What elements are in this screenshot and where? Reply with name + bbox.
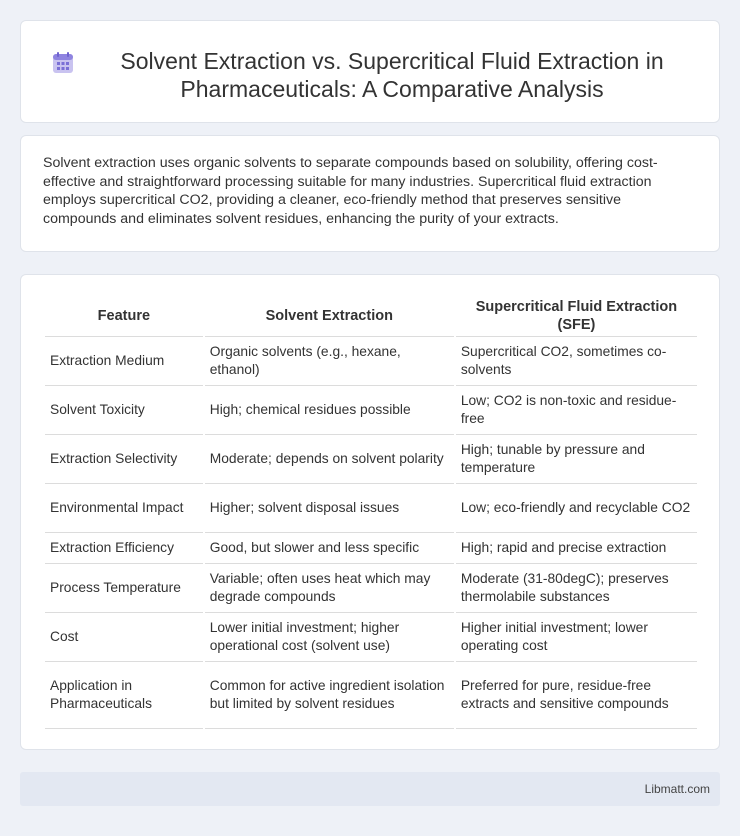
row-sfe: Low; CO2 is non-toxic and residue-free <box>456 386 697 435</box>
row-solvent: Moderate; depends on solvent polarity <box>205 435 454 484</box>
row-feature: Process Temperature <box>45 564 203 613</box>
row-feature: Extraction Selectivity <box>45 435 203 484</box>
row-feature: Environmental Impact <box>45 484 203 533</box>
table-row <box>45 435 697 484</box>
row-solvent: Good, but slower and less specific <box>205 533 454 564</box>
table-row <box>45 662 697 729</box>
row-solvent: Higher; solvent disposal issues <box>205 484 454 533</box>
comparison-card <box>20 274 720 750</box>
row-sfe: High; tunable by pressure and temperature <box>456 435 697 484</box>
row-feature: Cost <box>45 613 203 662</box>
row-solvent: Variable; often uses heat which may degrade compounds <box>205 564 454 613</box>
header-sfe: Supercritical Fluid Extraction (SFE) <box>456 295 697 337</box>
table-header-row <box>45 295 697 337</box>
row-solvent: Lower initial investment; higher operational cost (solvent use) <box>205 613 454 662</box>
row-solvent: Organic solvents (e.g., hexane, ethanol) <box>205 337 454 386</box>
table-row <box>45 337 697 386</box>
row-sfe: High; rapid and precise extraction <box>456 533 697 564</box>
row-feature: Application in Pharmaceuticals <box>45 662 203 729</box>
row-feature: Extraction Medium <box>45 337 203 386</box>
header-solvent-extraction: Solvent Extraction <box>205 295 454 337</box>
table-row <box>45 613 697 662</box>
intro-card <box>20 135 720 252</box>
row-sfe: Preferred for pure, residue-free extracts and sensitive compounds <box>456 662 697 729</box>
page-title: Solvent Extraction vs. Supercritical Fluid Extraction in Pharmaceuticals: A Comparative Analysis <box>120 48 664 102</box>
table-row <box>45 533 697 564</box>
comparison-table <box>43 295 699 729</box>
row-solvent: High; chemical residues possible <box>205 386 454 435</box>
calendar-icon <box>51 51 75 75</box>
header-feature: Feature <box>45 295 203 337</box>
table-row <box>45 564 697 613</box>
footer <box>20 772 720 806</box>
footer-brand: Libmatt.com <box>644 782 710 796</box>
intro-paragraph: Solvent extraction uses organic solvents to separate compounds based on solubility, offering cost-effective and straightforward processing suitable for many industries. Supercritical fluid extraction employs supercritical CO2, providing a cleaner, eco-friendly method that preserves sensitive compounds and eliminates solvent residues, enhancing the purity of your extracts. <box>43 155 658 227</box>
row-feature: Extraction Efficiency <box>45 533 203 564</box>
row-feature: Solvent Toxicity <box>45 386 203 435</box>
title-card <box>20 20 720 123</box>
row-sfe: Higher initial investment; lower operating cost <box>456 613 697 662</box>
row-sfe: Moderate (31-80degC); preserves thermolabile substances <box>456 564 697 613</box>
row-sfe: Supercritical CO2, sometimes co-solvents <box>456 337 697 386</box>
table-row <box>45 484 697 533</box>
row-solvent: Common for active ingredient isolation but limited by solvent residues <box>205 662 454 729</box>
table-row <box>45 386 697 435</box>
row-sfe: Low; eco-friendly and recyclable CO2 <box>456 484 697 533</box>
